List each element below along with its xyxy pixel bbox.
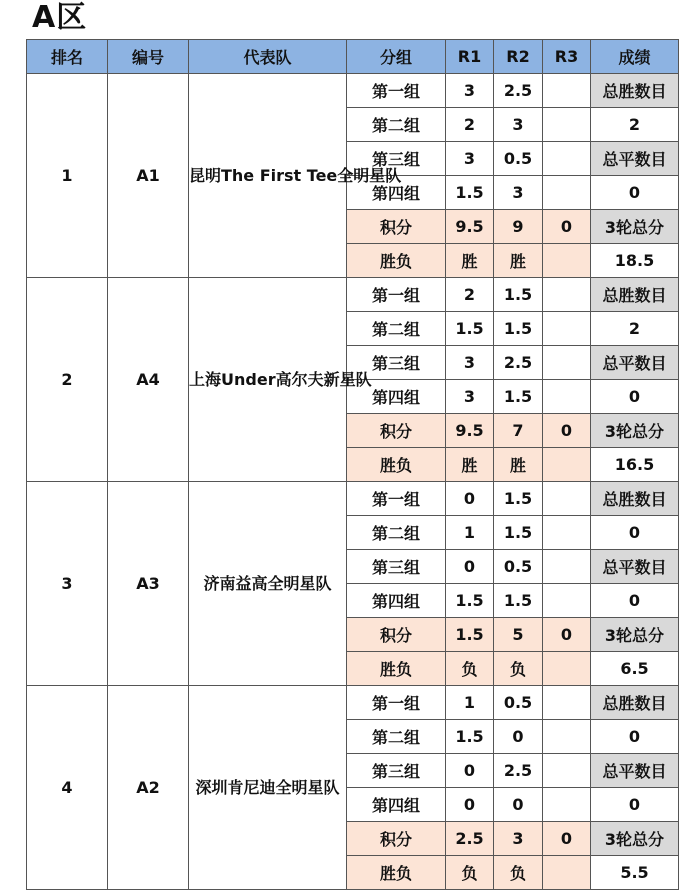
- header-code: 编号: [108, 40, 189, 74]
- group-cell: 第三组: [347, 346, 446, 380]
- result-cell: 总胜数目: [591, 686, 679, 720]
- r1-cell: 2: [446, 278, 494, 312]
- r3-cell: [543, 584, 591, 618]
- r2-cell: 3: [494, 108, 543, 142]
- group-cell: 第二组: [347, 312, 446, 346]
- group-cell: 胜负: [347, 448, 446, 482]
- r2-cell: 胜: [494, 448, 543, 482]
- group-cell: 第四组: [347, 584, 446, 618]
- group-cell: 胜负: [347, 652, 446, 686]
- header-result: 成绩: [591, 40, 679, 74]
- group-cell: 第四组: [347, 176, 446, 210]
- group-cell: 积分: [347, 210, 446, 244]
- r3-cell: 0: [543, 414, 591, 448]
- r2-cell: 0: [494, 720, 543, 754]
- r1-cell: 2: [446, 108, 494, 142]
- r1-cell: 0: [446, 550, 494, 584]
- table-body: [27, 74, 679, 890]
- r1-cell: 0: [446, 482, 494, 516]
- r1-cell: 1.5: [446, 618, 494, 652]
- r2-cell: 3: [494, 176, 543, 210]
- r1-cell: 负: [446, 652, 494, 686]
- r3-cell: [543, 754, 591, 788]
- team-name-cell: 深圳肯尼迪全明星队: [189, 686, 347, 890]
- r3-cell: 0: [543, 822, 591, 856]
- r3-cell: [543, 176, 591, 210]
- r2-cell: 5: [494, 618, 543, 652]
- team-name-cell: 上海Under高尔夫新星队: [189, 278, 347, 482]
- r2-cell: 1.5: [494, 516, 543, 550]
- r1-cell: 1: [446, 686, 494, 720]
- result-cell: 总胜数目: [591, 482, 679, 516]
- header-team: 代表队: [189, 40, 347, 74]
- r2-cell: 0.5: [494, 686, 543, 720]
- result-cell: 3轮总分: [591, 414, 679, 448]
- r1-cell: 1: [446, 516, 494, 550]
- table-row: [27, 74, 679, 108]
- r2-cell: 9: [494, 210, 543, 244]
- group-cell: 积分: [347, 618, 446, 652]
- group-cell: 第四组: [347, 380, 446, 414]
- r1-cell: 3: [446, 380, 494, 414]
- r1-cell: 负: [446, 856, 494, 890]
- result-cell: 0: [591, 380, 679, 414]
- code-cell: A2: [108, 686, 189, 890]
- r1-cell: 9.5: [446, 414, 494, 448]
- result-cell: 总平数目: [591, 550, 679, 584]
- r2-cell: 1.5: [494, 312, 543, 346]
- header-group: 分组: [347, 40, 446, 74]
- r3-cell: [543, 652, 591, 686]
- header-row: [27, 40, 679, 74]
- header-r1: R1: [446, 40, 494, 74]
- result-cell: 总胜数目: [591, 278, 679, 312]
- group-cell: 第三组: [347, 142, 446, 176]
- result-cell: 2: [591, 312, 679, 346]
- result-cell: 18.5: [591, 244, 679, 278]
- r1-cell: 胜: [446, 244, 494, 278]
- r3-cell: 0: [543, 210, 591, 244]
- group-cell: 第二组: [347, 108, 446, 142]
- result-cell: 总平数目: [591, 346, 679, 380]
- r1-cell: 0: [446, 754, 494, 788]
- result-cell: 总平数目: [591, 142, 679, 176]
- r2-cell: 负: [494, 856, 543, 890]
- code-cell: A3: [108, 482, 189, 686]
- code-cell: A1: [108, 74, 189, 278]
- result-cell: 5.5: [591, 856, 679, 890]
- result-cell: 总平数目: [591, 754, 679, 788]
- group-cell: 胜负: [347, 856, 446, 890]
- group-cell: 第三组: [347, 754, 446, 788]
- group-cell: 第一组: [347, 686, 446, 720]
- table-row: [27, 482, 679, 516]
- result-cell: 2: [591, 108, 679, 142]
- r1-cell: 1.5: [446, 720, 494, 754]
- group-cell: 第二组: [347, 516, 446, 550]
- group-cell: 第三组: [347, 550, 446, 584]
- r2-cell: 0.5: [494, 142, 543, 176]
- r2-cell: 负: [494, 652, 543, 686]
- r2-cell: 2.5: [494, 754, 543, 788]
- r3-cell: [543, 142, 591, 176]
- r3-cell: [543, 550, 591, 584]
- r3-cell: [543, 686, 591, 720]
- r1-cell: 9.5: [446, 210, 494, 244]
- r2-cell: 2.5: [494, 74, 543, 108]
- group-cell: 第四组: [347, 788, 446, 822]
- result-cell: 0: [591, 720, 679, 754]
- r2-cell: 0: [494, 788, 543, 822]
- rank-cell: 3: [27, 482, 108, 686]
- rank-cell: 4: [27, 686, 108, 890]
- r3-cell: [543, 312, 591, 346]
- r3-cell: [543, 74, 591, 108]
- r2-cell: 1.5: [494, 278, 543, 312]
- group-cell: 第一组: [347, 278, 446, 312]
- group-cell: 胜负: [347, 244, 446, 278]
- r3-cell: [543, 380, 591, 414]
- result-cell: 3轮总分: [591, 210, 679, 244]
- r3-cell: [543, 482, 591, 516]
- r3-cell: [543, 346, 591, 380]
- r3-cell: [543, 278, 591, 312]
- r2-cell: 3: [494, 822, 543, 856]
- code-cell: A4: [108, 278, 189, 482]
- group-cell: 第一组: [347, 482, 446, 516]
- r1-cell: 3: [446, 346, 494, 380]
- r2-cell: 7: [494, 414, 543, 448]
- r2-cell: 1.5: [494, 482, 543, 516]
- table-row: [27, 686, 679, 720]
- result-cell: 0: [591, 788, 679, 822]
- group-cell: 第二组: [347, 720, 446, 754]
- results-table: [26, 39, 679, 890]
- header-rank: 排名: [27, 40, 108, 74]
- r1-cell: 1.5: [446, 176, 494, 210]
- r3-cell: [543, 244, 591, 278]
- header-r2: R2: [494, 40, 543, 74]
- r1-cell: 1.5: [446, 584, 494, 618]
- result-cell: 0: [591, 176, 679, 210]
- result-cell: 0: [591, 584, 679, 618]
- r2-cell: 0.5: [494, 550, 543, 584]
- r2-cell: 2.5: [494, 346, 543, 380]
- r1-cell: 1.5: [446, 312, 494, 346]
- result-cell: 6.5: [591, 652, 679, 686]
- r2-cell: 1.5: [494, 584, 543, 618]
- result-cell: 总胜数目: [591, 74, 679, 108]
- r3-cell: 0: [543, 618, 591, 652]
- team-name-cell: 昆明The First Tee全明星队: [189, 74, 347, 278]
- rank-cell: 2: [27, 278, 108, 482]
- group-cell: 积分: [347, 822, 446, 856]
- result-cell: 3轮总分: [591, 822, 679, 856]
- r1-cell: 3: [446, 74, 494, 108]
- r3-cell: [543, 856, 591, 890]
- r1-cell: 0: [446, 788, 494, 822]
- r3-cell: [543, 448, 591, 482]
- r3-cell: [543, 108, 591, 142]
- result-cell: 0: [591, 516, 679, 550]
- r2-cell: 1.5: [494, 380, 543, 414]
- rank-cell: 1: [27, 74, 108, 278]
- table-row: [27, 278, 679, 312]
- r3-cell: [543, 720, 591, 754]
- r1-cell: 2.5: [446, 822, 494, 856]
- group-cell: 积分: [347, 414, 446, 448]
- team-name-cell: 济南益高全明星队: [189, 482, 347, 686]
- group-cell: 第一组: [347, 74, 446, 108]
- r3-cell: [543, 788, 591, 822]
- result-cell: 3轮总分: [591, 618, 679, 652]
- r2-cell: 胜: [494, 244, 543, 278]
- header-r3: R3: [543, 40, 591, 74]
- r1-cell: 胜: [446, 448, 494, 482]
- r3-cell: [543, 516, 591, 550]
- result-cell: 16.5: [591, 448, 679, 482]
- section-title: A区: [32, 0, 88, 35]
- r1-cell: 3: [446, 142, 494, 176]
